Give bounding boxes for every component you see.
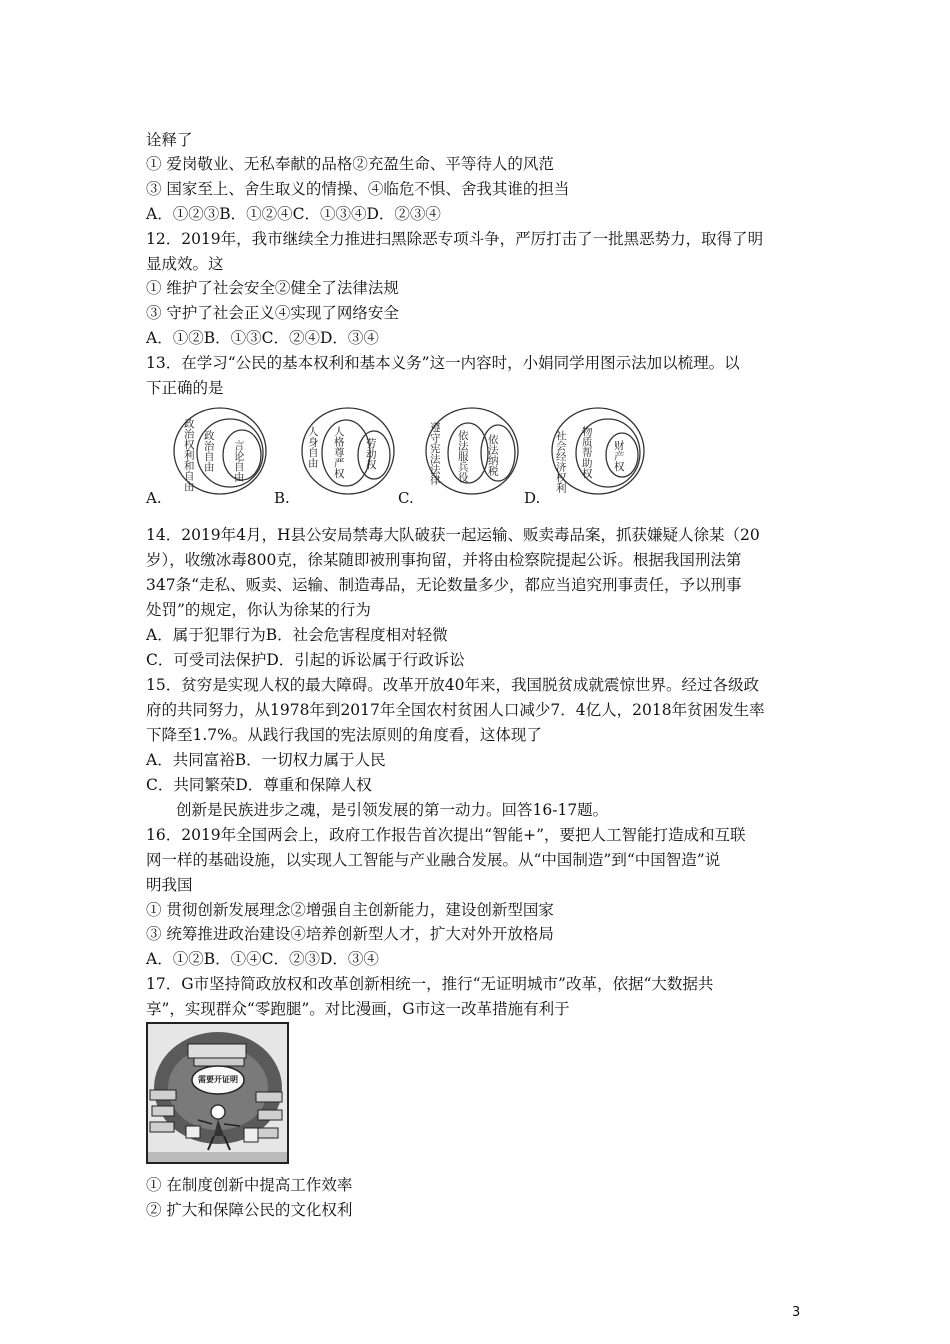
text-line: 347条“走私、贩卖、运输、制造毒品，无论数量多少，都应当追究刑事责任，予以刑事 — [146, 576, 742, 594]
text-line: 明我国 — [146, 876, 193, 894]
text-line: A．①②③B．①②④C．①③④D．②③④ — [146, 205, 441, 223]
venn-d-middle: 物质帮助权 — [582, 426, 593, 480]
venn-b-inner: 劳动权 — [366, 438, 377, 471]
venn-a-outer: 政治权利和自由 — [184, 418, 195, 493]
text-line: A．共同富裕B．一切权力属于人民 — [146, 751, 386, 769]
venn-b-outer: 人身自由 — [308, 426, 319, 470]
cartoon-sign-text: 需要开证明 — [198, 1075, 238, 1084]
text-line: A．属于犯罪行为B．社会危害程度相对轻微 — [146, 626, 448, 644]
venn-diagram-b — [300, 405, 400, 497]
option-letter: B. — [274, 489, 290, 507]
venn-diagram-c — [424, 405, 524, 497]
venn-d-inner: 财产权 — [614, 440, 625, 473]
venn-c-middle: 依法服兵役 — [458, 430, 469, 484]
venn-diagram-a — [172, 405, 272, 497]
text-line: 下正确的是 — [146, 379, 224, 397]
option-letter: C. — [398, 489, 414, 507]
cartoon-image — [146, 1022, 289, 1164]
venn-d-outer: 社会经济权利 — [556, 430, 567, 495]
text-line: 处罚”的规定，你认为徐某的行为 — [146, 601, 371, 619]
section-intro: 创新是民族进步之魂，是引领发展的第一动力。回答16-17题。 — [176, 801, 609, 819]
venn-c-inner: 依法纳税 — [488, 434, 499, 478]
text-line: 岁），收缴冰毒800克，徐某随即被刑事拘留，并将由检察院提起公诉。根据我国刑法第 — [146, 551, 742, 569]
text-line: 显成效。这 — [146, 255, 224, 273]
text-line: 诠释了 — [146, 131, 193, 149]
text-line: 府的共同努力，从1978年到2017年全国农村贫困人口减少7．4亿人，2018年贫困发生率 — [146, 701, 765, 719]
text-line: C．共同繁荣D．尊重和保障人权 — [146, 776, 372, 794]
text-line: ③ 守护了社会正义④实现了网络安全 — [146, 304, 399, 322]
text-line: ① 爱岗敬业、无私奉献的品格②充盈生命、平等待人的风范 — [146, 155, 554, 173]
option-letter: D. — [524, 489, 541, 507]
text-line: 13．在学习“公民的基本权利和基本义务”这一内容时，小娟同学用图示法加以梳理。以 — [146, 354, 740, 372]
text-line: 14．2019年4月，H县公安局禁毒大队破获一起运输、贩卖毒品案，抓获嫌疑人徐某（20 — [146, 526, 760, 544]
text-line: 16．2019年全国两会上，政府工作报告首次提出“智能+”，要把人工智能打造成和互联 — [146, 826, 746, 844]
text-line: 享”，实现群众“零跑腿”。对比漫画，G市这一改革措施有利于 — [146, 1000, 570, 1018]
text-line: ② 扩大和保障公民的文化权利 — [146, 1201, 353, 1219]
text-line: ① 贯彻创新发展理念②增强自主创新能力，建设创新型国家 — [146, 901, 554, 919]
page-number: 3 — [792, 1305, 801, 1320]
text-line: 下降至1.7%。从践行我国的宪法原则的角度看，这体现了 — [146, 726, 542, 744]
text-line: C．可受司法保护D．引起的诉讼属于行政诉讼 — [146, 651, 465, 669]
text-line: ③ 国家至上、舍生取义的情操、④临危不惧、舍我其谁的担当 — [146, 180, 570, 198]
text-line: 网一样的基础设施，以实现人工智能与产业融合发展。从“中国制造”到“中国智造”说 — [146, 851, 721, 869]
text-line: A．①②B．①③C．②④D．③④ — [146, 329, 379, 347]
venn-diagram-d — [550, 405, 650, 497]
venn-diagram-options — [146, 403, 656, 507]
venn-a-inner: 言论自由 — [234, 440, 245, 484]
text-line: ① 维护了社会安全②健全了法律法规 — [146, 279, 399, 297]
text-line: ① 在制度创新中提高工作效率 — [146, 1176, 353, 1194]
text-line: ③ 统筹推进政治建设④培养创新型人才，扩大对外开放格局 — [146, 925, 554, 943]
venn-b-middle: 人格尊严权 — [334, 426, 345, 480]
venn-a-middle: 政治自由 — [204, 430, 215, 474]
text-line: 15．贫穷是实现人权的最大障碍。改革开放40年来，我国脱贫成就震惊世界。经过各级政 — [146, 676, 759, 694]
text-line: 12．2019年，我市继续全力推进扫黑除恶专项斗争，严厉打击了一批黑恶势力，取得了明 — [146, 230, 764, 248]
text-line: 17．G市坚持简政放权和改革创新相统一，推行“无证明城市”改革，依据“大数据共 — [146, 975, 714, 993]
text-line: A．①②B．①④C．②③D．③④ — [146, 950, 379, 968]
option-letter: A. — [146, 489, 162, 507]
venn-c-outer: 遵守宪法法律 — [430, 422, 441, 487]
